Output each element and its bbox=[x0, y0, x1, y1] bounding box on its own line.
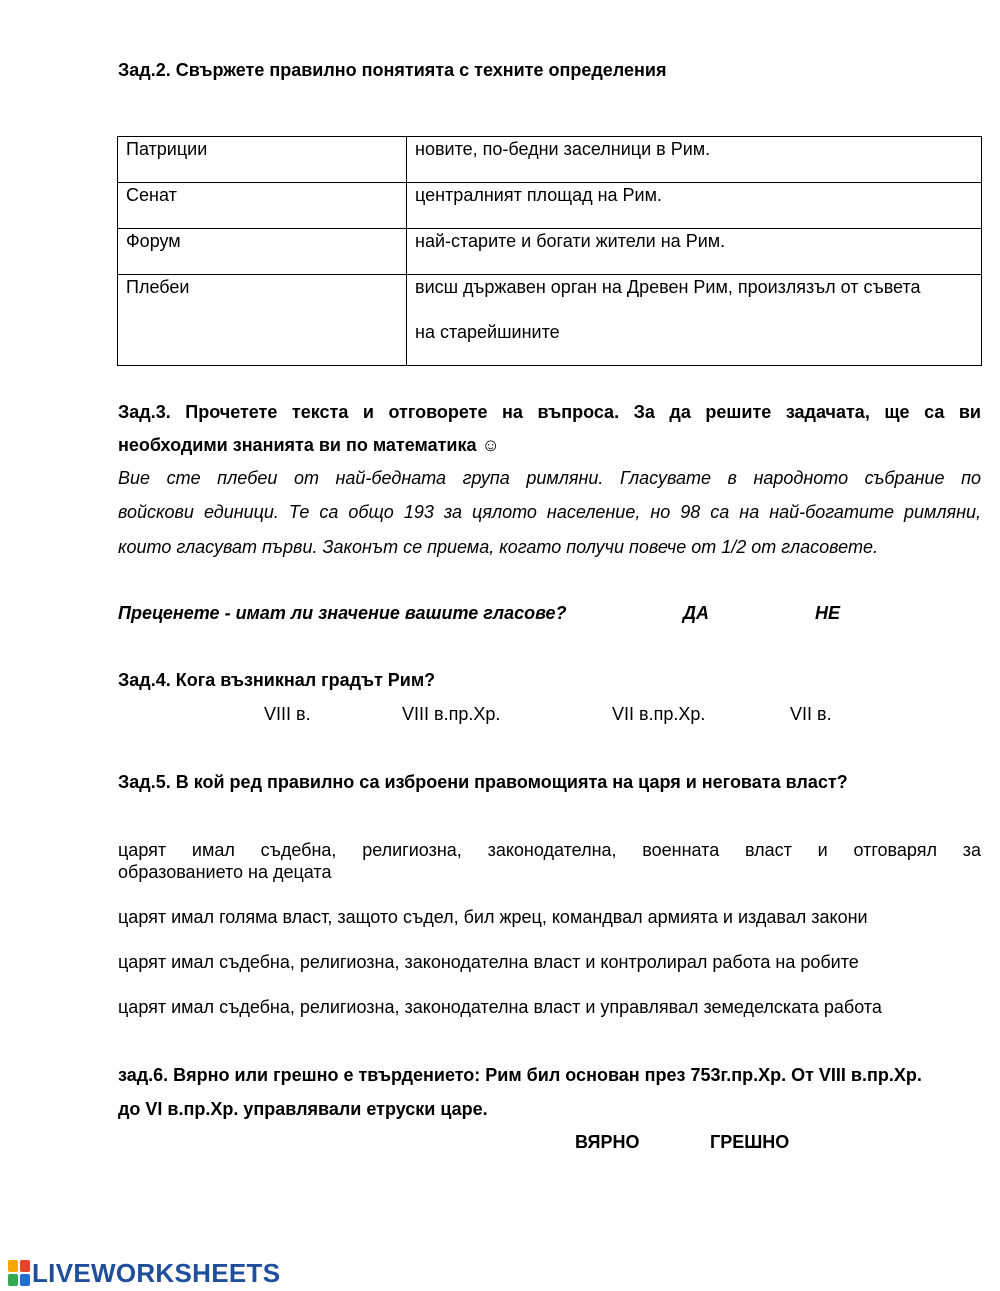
term-cell[interactable]: Форум bbox=[118, 229, 407, 275]
task5-answer1-line1[interactable]: царят имал съдебна, религиозна, законодателна, военната власт и отговарял за bbox=[118, 840, 981, 860]
definition-cell[interactable]: централният площад на Рим. bbox=[407, 183, 982, 229]
task6-heading-line2: до VI в.пр.Хр. управлявали етруски царе. bbox=[118, 1099, 488, 1119]
task5-heading: Зад.5. В кой ред правилно са изброени правомощията на царя и неговата власт? bbox=[118, 772, 848, 792]
table-row bbox=[118, 275, 982, 366]
definition-cell[interactable]: новите, по-бедни заселници в Рим. bbox=[407, 137, 982, 183]
task4-option[interactable]: VIII в. bbox=[264, 704, 311, 724]
option-no[interactable]: НЕ bbox=[815, 603, 841, 623]
table-row bbox=[118, 137, 982, 183]
task3-heading-line1: Зад.3. Прочетете текста и отговорете на въпроса. За да решите задачата, ще са ви bbox=[118, 402, 981, 422]
task4-option[interactable]: VIII в.пр.Хр. bbox=[402, 704, 501, 724]
task5-answer2[interactable]: царят имал голяма власт, защото съдел, бил жрец, командвал армията и издавал закони bbox=[118, 907, 868, 927]
task3-question: Преценете - имат ли значение вашите гласове? bbox=[118, 603, 567, 623]
option-true[interactable]: ВЯРНО bbox=[575, 1132, 640, 1152]
task2-heading: Зад.2. Свържете правилно понятията с техните определения bbox=[118, 60, 667, 80]
matching-table bbox=[117, 136, 982, 366]
task6-heading-line1: зад.6. Вярно или грешно е твърдението: Рим бил основан през 753г.пр.Хр. От VIII в.пр.Хр. bbox=[118, 1065, 922, 1085]
term-cell[interactable]: Патриции bbox=[118, 137, 407, 183]
table-row bbox=[118, 229, 982, 275]
task5-answer3[interactable]: царят имал съдебна, религиозна, законодателна власт и контролирал работа на робите bbox=[118, 952, 859, 972]
task5-answer1-line2[interactable]: образованието на децата bbox=[118, 862, 332, 882]
table-row bbox=[118, 183, 982, 229]
term-cell[interactable]: Сенат bbox=[118, 183, 407, 229]
task3-text-line3: които гласуват първи. Законът се приема, когато получи повече от 1/2 от гласовете. bbox=[118, 537, 878, 557]
liveworksheets-logo-icon bbox=[8, 1260, 30, 1286]
task4-option[interactable]: VII в. bbox=[790, 704, 832, 724]
task3-text-line2: войскови единици. Те са общо 193 за цялото население, но 98 са на най-богатите римляни, bbox=[118, 502, 981, 522]
task3-text-line1: Вие сте плебеи от най-бедната група римляни. Гласувате в народното събрание по bbox=[118, 468, 981, 488]
definition-cell[interactable] bbox=[407, 275, 982, 366]
option-false[interactable]: ГРЕШНО bbox=[710, 1132, 790, 1152]
task4-option[interactable]: VII в.пр.Хр. bbox=[612, 704, 706, 724]
definition-line: на старейшините bbox=[415, 322, 560, 342]
task3-heading-line2: необходими знанията ви по математика ☺ bbox=[118, 435, 500, 455]
definition-line: висш държавен орган на Древен Рим, произлязъл от съвета bbox=[415, 277, 921, 297]
task5-answer4[interactable]: царят имал съдебна, религиозна, законодателна власт и управлявал земеделската работа bbox=[118, 997, 882, 1017]
logo-text: LIVEWORKSHEETS bbox=[32, 1257, 281, 1288]
definition-cell[interactable]: най-старите и богати жители на Рим. bbox=[407, 229, 982, 275]
term-cell[interactable]: Плебеи bbox=[118, 275, 407, 366]
task4-heading: Зад.4. Кога възникнал градът Рим? bbox=[118, 670, 436, 690]
liveworksheets-logo[interactable] bbox=[8, 1258, 280, 1288]
option-yes[interactable]: ДА bbox=[683, 603, 709, 623]
